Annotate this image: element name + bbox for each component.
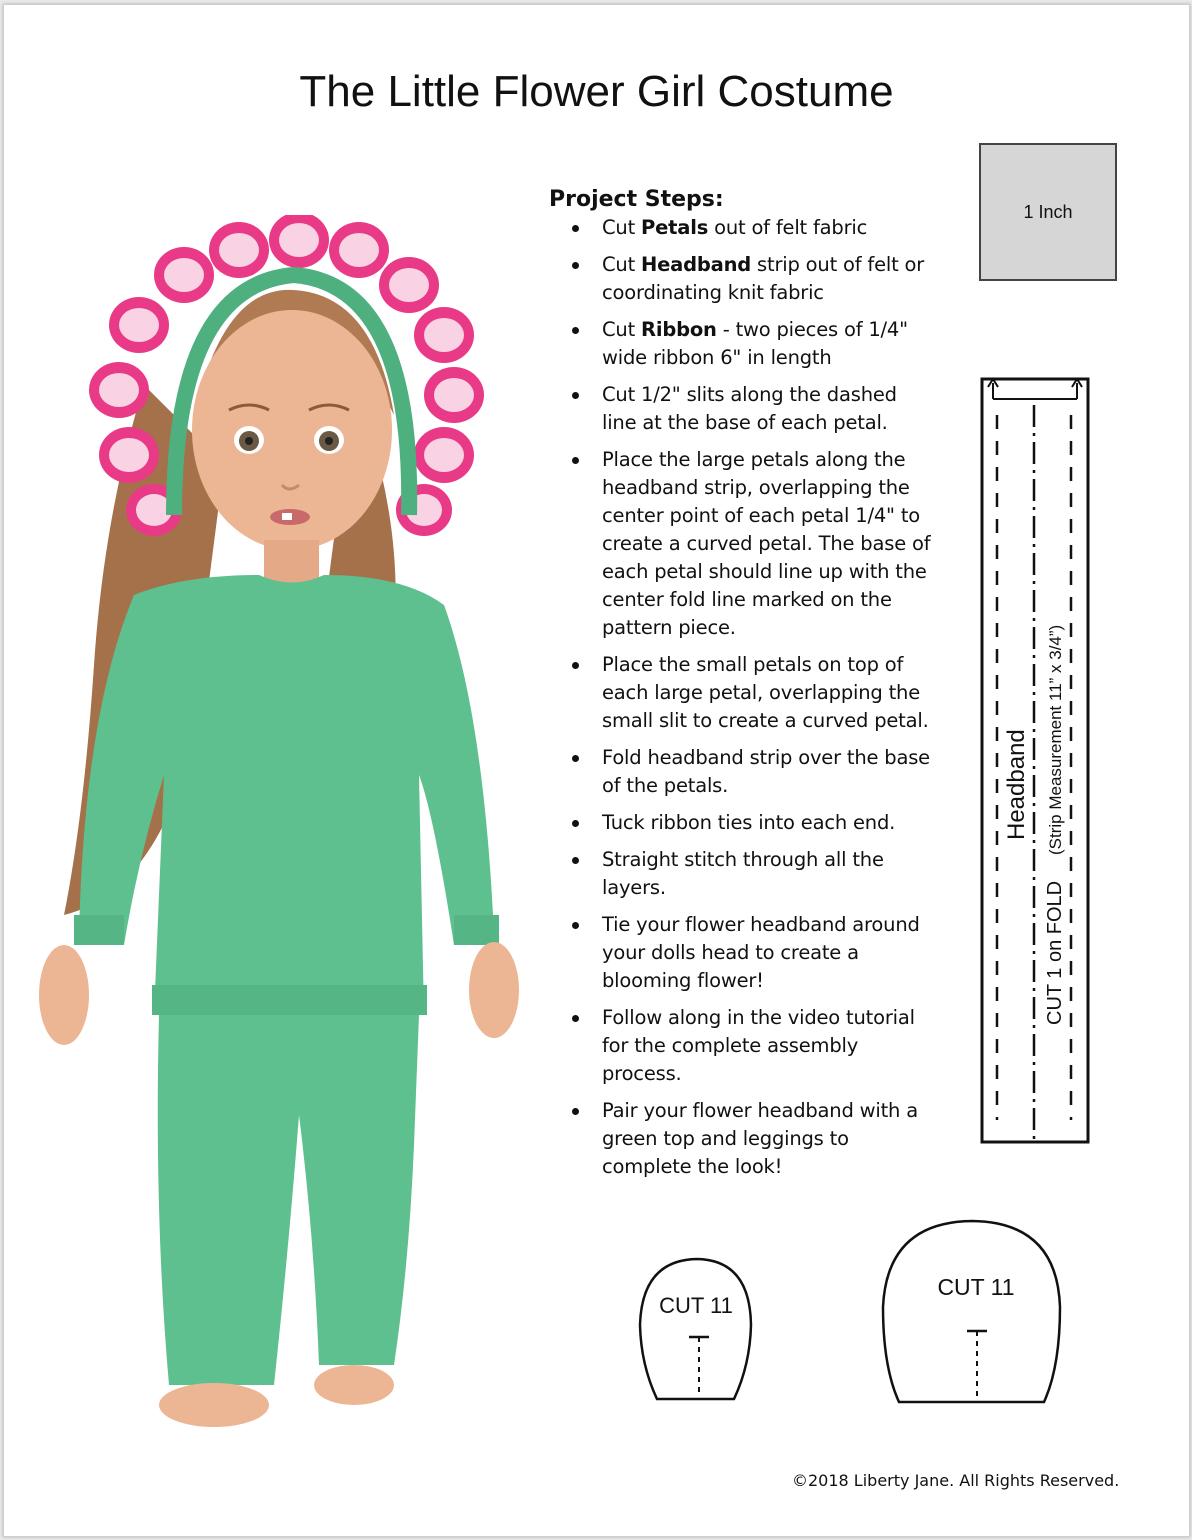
step-text: Follow along in the video tutorial for the complete assembly process. xyxy=(602,1006,915,1085)
step-bold-term: Petals xyxy=(641,216,709,239)
project-steps xyxy=(549,187,934,1190)
step-item xyxy=(549,651,934,735)
step-text: Fold headband strip over the base of the petals. xyxy=(602,746,930,797)
small-petal-label: CUT 11 xyxy=(659,1293,733,1318)
small-petal-pattern xyxy=(637,1255,755,1405)
pattern-page xyxy=(3,4,1190,1537)
step-text: Pair your flower headband with a green top and leggings to complete the look! xyxy=(602,1099,918,1178)
step-bold-term: Headband xyxy=(641,253,752,276)
step-item xyxy=(549,214,934,242)
step-text: Cut xyxy=(602,253,642,276)
step-item xyxy=(549,809,934,837)
step-text: Tuck ribbon ties into each end. xyxy=(602,811,896,834)
step-item xyxy=(549,446,934,642)
step-text: Cut xyxy=(602,318,642,341)
step-text-continued: strip out of felt or coordinating knit fabric xyxy=(602,253,925,304)
step-item xyxy=(549,381,934,437)
steps-list xyxy=(549,214,934,1181)
headband-measurement: (Strip Measurement 11” x 3/4”) xyxy=(1046,624,1065,855)
large-petal-pattern xyxy=(879,1217,1064,1407)
step-item xyxy=(549,1004,934,1088)
step-text-continued: - two pieces of 1/4" wide ribbon 6" in length xyxy=(602,318,908,369)
step-item xyxy=(549,1097,934,1181)
headband-pattern-piece xyxy=(979,375,1091,1145)
page-title: The Little Flower Girl Costume xyxy=(299,67,894,116)
step-text: Tie your flower headband around your dolls head to create a blooming flower! xyxy=(602,913,920,992)
step-text: Place the small petals on top of each large petal, overlapping the small slit to create a curved petal. xyxy=(602,653,929,732)
step-text-continued: out of felt fabric xyxy=(708,216,868,239)
step-item xyxy=(549,911,934,995)
headband-pattern-name: Headband xyxy=(1003,729,1030,840)
doll-photo xyxy=(24,215,544,1445)
step-item xyxy=(549,316,934,372)
step-text: Cut xyxy=(602,216,642,239)
one-inch-scale-box xyxy=(979,143,1117,281)
large-petal-label: CUT 11 xyxy=(937,1274,1015,1300)
step-text: Cut 1/2" slits along the dashed line at the base of each petal. xyxy=(602,383,897,434)
step-item xyxy=(549,251,934,307)
step-text: Straight stitch through all the layers. xyxy=(602,848,884,899)
scale-box-label: 1 Inch xyxy=(1023,201,1073,222)
copyright-notice: ©2018 Liberty Jane. All Rights Reserved. xyxy=(792,1471,1120,1490)
step-text: Place the large petals along the headband strip, overlapping the center point of each petal 1/4" to create a curved petal. The base of each petal should line up with the center fold line marked on the pattern piece. xyxy=(602,448,931,639)
step-bold-term: Ribbon xyxy=(641,318,717,341)
step-item xyxy=(549,846,934,902)
step-item xyxy=(549,744,934,800)
steps-heading: Project Steps: xyxy=(549,187,724,212)
headband-cut-text: CUT 1 on FOLD xyxy=(1044,880,1066,1025)
